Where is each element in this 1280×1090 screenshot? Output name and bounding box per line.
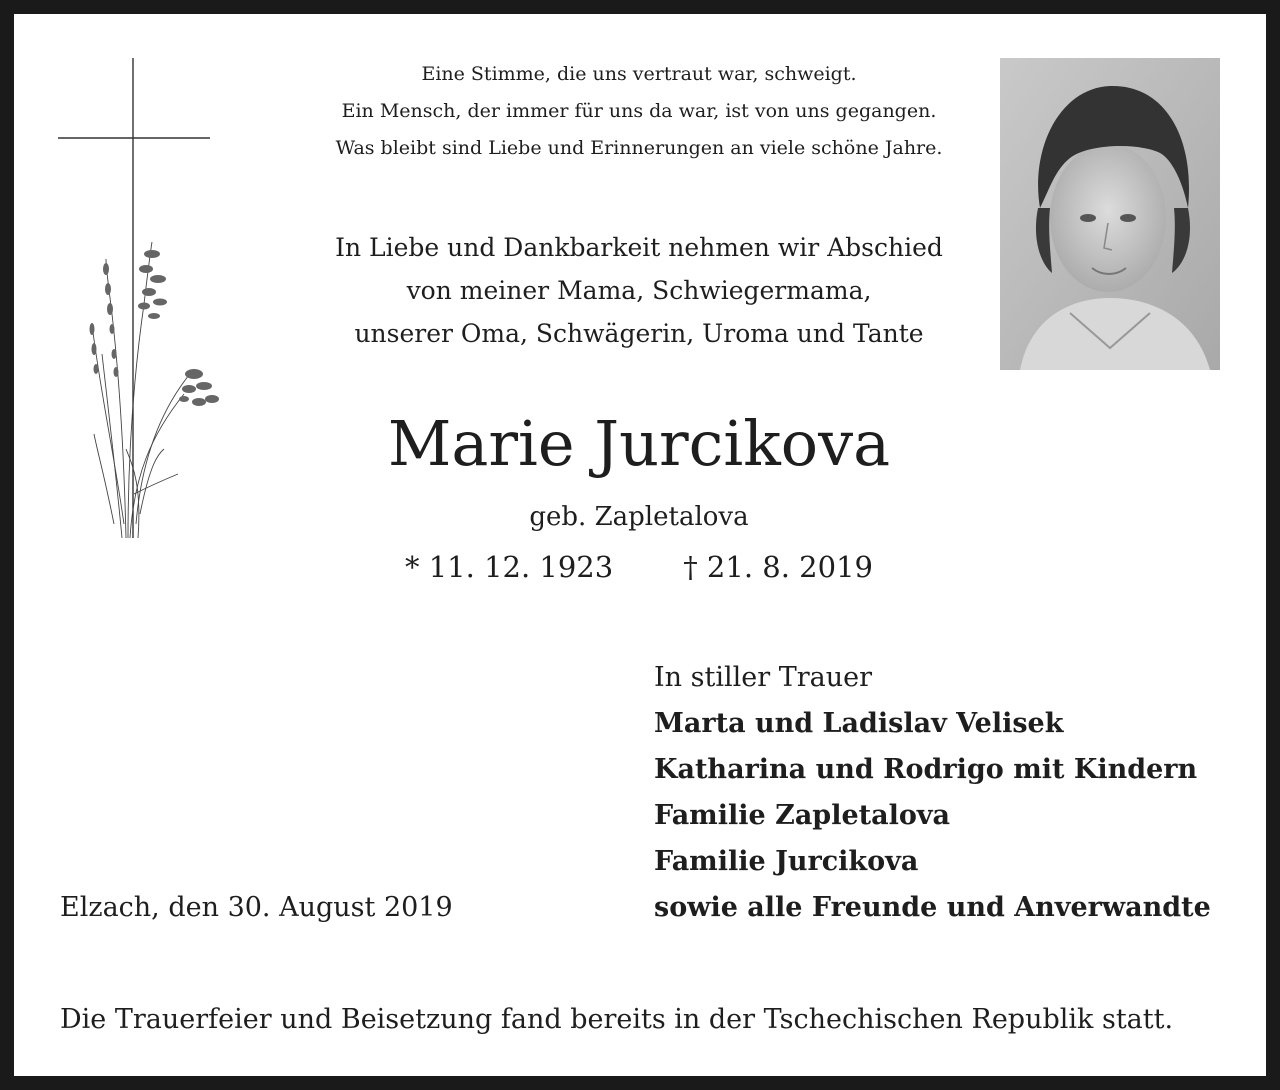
mourner-name: Familie Jurcikova <box>654 846 919 877</box>
farewell-text <box>284 226 994 355</box>
farewell-line: unserer Oma, Schwägerin, Uroma und Tante <box>354 319 924 348</box>
mourners-list <box>654 655 1254 931</box>
birth-date: * 11. 12. 1923 <box>405 550 614 584</box>
cross-with-grasses-icon <box>54 54 234 544</box>
deceased-name: Marie Jurcikova <box>387 407 891 480</box>
maiden-name: geb. Zapletalova <box>529 502 749 532</box>
mourner-name: Katharina und Rodrigo mit Kindern <box>654 754 1198 785</box>
quote-line: Ein Mensch, der immer für uns da war, ist von uns gegangen. <box>341 100 937 122</box>
death-date: † 21. 8. 2019 <box>683 550 873 584</box>
mourner-name: Familie Zapletalova <box>654 800 951 831</box>
farewell-line: von meiner Mama, Schwiegermama, <box>406 276 872 305</box>
mourner-name: Marta und Ladislav Velisek <box>654 708 1064 739</box>
mourner-name: sowie alle Freunde und Anverwandte <box>654 892 1211 923</box>
place-date: Elzach, den 30. August 2019 <box>60 892 453 923</box>
quote-line: Eine Stimme, die uns vertraut war, schweigt. <box>421 63 857 85</box>
obituary-card <box>14 14 1266 1076</box>
life-dates <box>314 544 964 590</box>
mourners-intro: In stiller Trauer <box>654 662 873 693</box>
farewell-line: In Liebe und Dankbarkeit nehmen wir Abschied <box>335 233 943 262</box>
quote-line: Was bleibt sind Liebe und Erinnerungen an viele schöne Jahre. <box>335 137 943 159</box>
funeral-note: Die Trauerfeier und Beisetzung fand bereits in der Tschechischen Republik statt. <box>60 1004 1174 1035</box>
portrait-photo <box>1000 58 1220 370</box>
opening-quote <box>314 56 964 167</box>
